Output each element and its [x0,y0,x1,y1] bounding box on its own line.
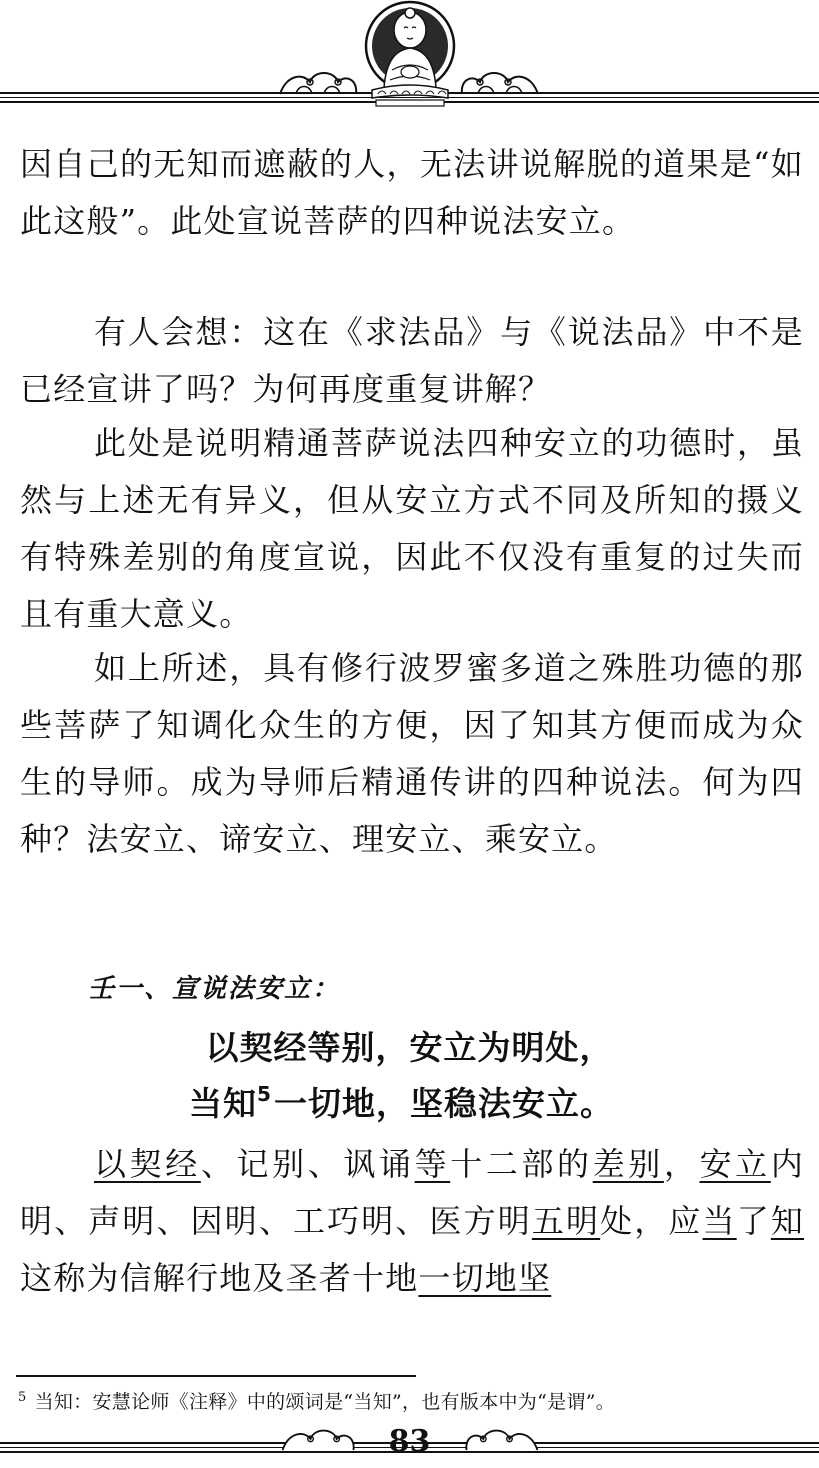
body-block-3 [20,415,804,643]
commentary-seg-1: 以契经 [94,1145,201,1183]
commentary-seg-15: 一切地坚 [418,1259,552,1297]
commentary-seg-4: 十二部的 [450,1145,593,1183]
page-number: 83 [388,1424,431,1459]
commentary-seg-6: ， [663,1145,700,1183]
verse-line-2-part-a: 当知 [189,1084,258,1123]
commentary-seg-14: 这称为信解行地及圣者十地 [20,1259,419,1297]
paragraph-3: 此处是说明精通菩萨说法四种安立的功德时，虽然与上述无有异义，但从安立方式不同及所知的摄义有特殊差别的角度宣说，因此不仅没有重复的过失而且有重大意义。 [20,424,804,633]
cloud-ornament-icon [458,66,542,96]
commentary-seg-11: 当 [702,1202,737,1240]
commentary-block [20,1136,804,1307]
commentary-seg-12: 了 [736,1202,771,1240]
commentary-seg-8: 内明、声明、因明、工巧明、医方明 [20,1145,805,1240]
verse-line-2-part-b: 一切地，坚稳法安立。 [273,1084,614,1123]
cloud-ornament-icon [276,66,360,96]
commentary-seg-2: 、记别、讽诵 [200,1145,415,1183]
body-block-1 [20,136,804,250]
commentary-seg-3: 等 [414,1145,451,1183]
footnote [18,1387,818,1414]
section-heading: 壬一、宣说法安立： [88,974,341,1004]
page-header-ornament [0,0,819,112]
footnote-text: 当知：安慧论师《注释》中的颂词是“当知”，也有版本中为“是谓”。 [34,1391,616,1413]
verse-line-2 [0,1078,811,1125]
verse-line-1: 以契经等别，安立为明处， [205,1028,614,1067]
footnote-divider [16,1375,416,1377]
commentary-paragraph [20,1136,804,1307]
paragraph-2: 有人会想：这在《求法品》与《说法品》中不是已经宣讲了吗？为何再度重复讲解？ [20,313,804,408]
footnote-number: 5 [18,1390,27,1405]
paragraph-4: 如上所述，具有修行波罗蜜多道之殊胜功德的那些菩萨了知调化众生的方便，因了知其方便而成为众生的导师。成为导师后精通传讲的四种说法。何为四种？法安立、谛安立、理安立、乘安立。 [20,649,804,858]
commentary-seg-9: 五明 [531,1202,601,1240]
footnote-ref: 5 [257,1082,272,1106]
buddha-icon [362,0,458,108]
body-block-2 [20,304,804,418]
commentary-seg-13: 知 [770,1202,805,1240]
commentary-seg-7: 安立 [699,1145,771,1183]
paragraph-1: 因自己的无知而遮蔽的人，无法讲说解脱的道果是“如此这般”。此处宣说菩萨的四种说法安立。 [20,145,804,240]
body-block-4 [20,640,804,868]
commentary-seg-5: 差别 [592,1145,664,1183]
commentary-seg-10: 处，应 [600,1202,703,1240]
